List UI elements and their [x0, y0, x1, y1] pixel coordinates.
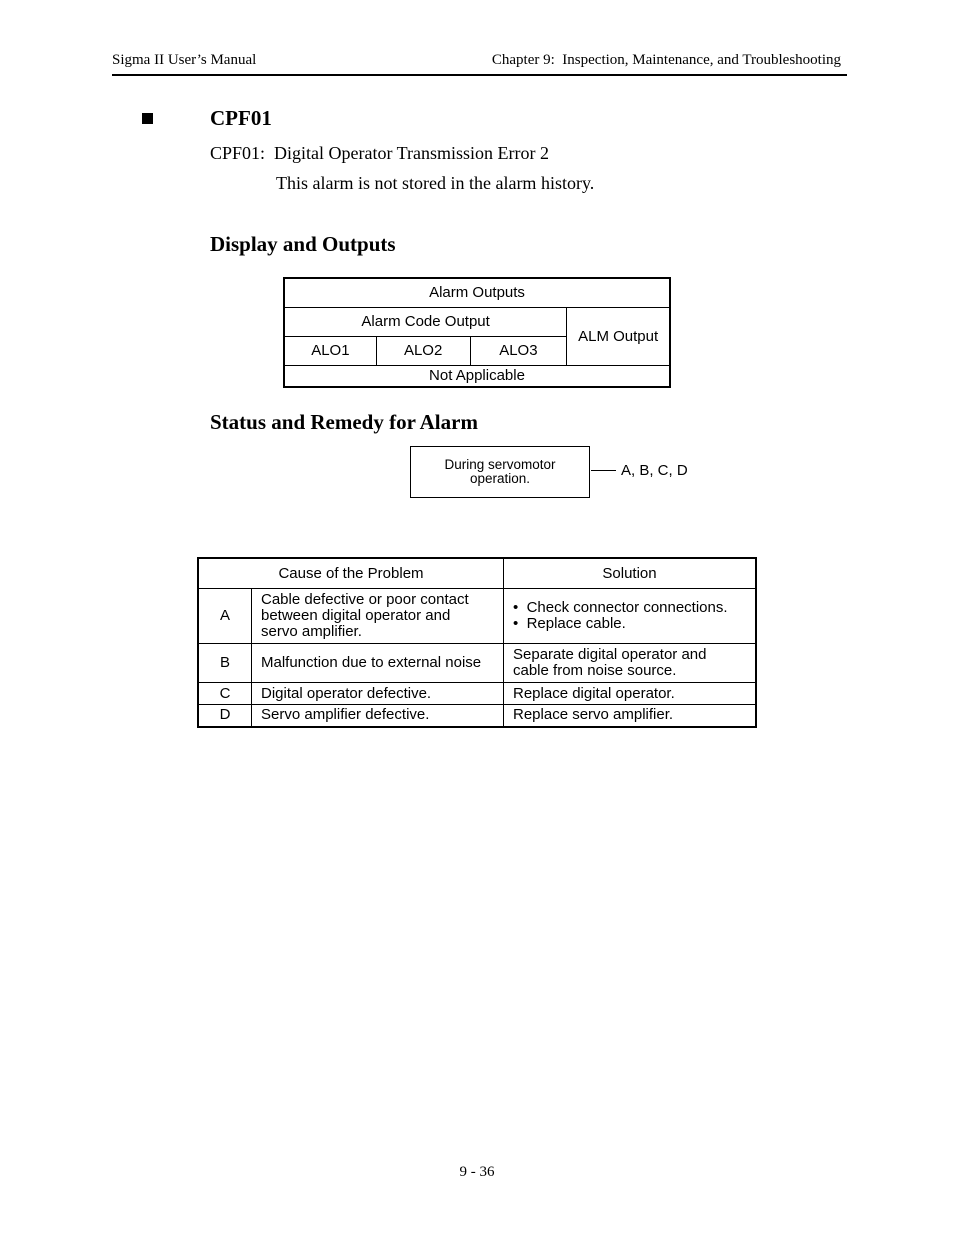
- table-row: [198, 683, 756, 705]
- display-outputs-heading: Display and Outputs: [210, 232, 396, 256]
- cause-cell: [252, 705, 504, 727]
- alarm-code-output-header: Alarm Code Output: [284, 307, 567, 336]
- status-box: [410, 446, 590, 498]
- solution-line: Separate digital operator and: [513, 646, 707, 663]
- cause-cell: [252, 683, 504, 705]
- alm-output-header: ALM Output: [567, 307, 670, 365]
- status-connector-line: [591, 470, 616, 471]
- solution-line: • Check connector connections.: [513, 599, 728, 616]
- solution-line: cable from noise source.: [513, 662, 677, 679]
- cause-solution-table: [197, 557, 757, 728]
- cause-cell: [252, 644, 504, 683]
- solution-cell: [504, 589, 757, 644]
- cause-line: between digital operator and: [261, 607, 451, 624]
- table-row: [198, 589, 756, 644]
- solution-cell: [504, 705, 757, 727]
- row-letter: B: [198, 644, 252, 683]
- cause-line: Servo amplifier defective.: [261, 706, 430, 724]
- status-box-line: operation.: [469, 471, 531, 486]
- page-number: 9 - 36: [459, 1164, 495, 1180]
- table-row: [198, 644, 756, 683]
- alarm-outputs-header: Alarm Outputs: [284, 278, 670, 307]
- section-title: CPF01: [210, 106, 272, 130]
- alarm-history-note: This alarm is not stored in the alarm history.: [276, 173, 595, 193]
- table-row: [198, 705, 756, 727]
- cause-line: Malfunction due to external noise: [261, 654, 482, 671]
- header-divider: [112, 74, 847, 76]
- not-applicable-cell: Not Applicable: [284, 365, 670, 387]
- cause-line: Digital operator defective.: [261, 684, 432, 702]
- row-letter: D: [198, 705, 252, 727]
- solution-line: Replace digital operator.: [513, 684, 675, 702]
- alo3-header: ALO3: [470, 336, 567, 365]
- status-remedy-heading: Status and Remedy for Alarm: [210, 410, 478, 434]
- header-chapter-title: Chapter 9: Inspection, Maintenance, and Troubleshooting: [491, 52, 841, 68]
- header-manual-title: Sigma II User’s Manual: [112, 52, 257, 68]
- status-box-line: During servomotor: [444, 457, 556, 472]
- cause-column-header: Cause of the Problem: [198, 558, 504, 589]
- solution-line: Replace servo amplifier.: [513, 706, 674, 724]
- alarm-description: CPF01: Digital Operator Transmission Error 2: [210, 143, 550, 163]
- alarm-outputs-table: [283, 277, 671, 388]
- cause-line: Cable defective or poor contact: [261, 591, 469, 608]
- solution-cell: [504, 683, 757, 705]
- alo2-header: ALO2: [376, 336, 470, 365]
- row-letter: C: [198, 683, 252, 705]
- cause-line: servo amplifier.: [261, 623, 362, 640]
- status-causes-label: A, B, C, D: [621, 462, 688, 479]
- solution-cell: [504, 644, 757, 683]
- solution-line: • Replace cable.: [513, 615, 626, 632]
- square-bullet-icon: [142, 113, 153, 124]
- alo1-header: ALO1: [284, 336, 376, 365]
- cause-cell: [252, 589, 504, 644]
- row-letter: A: [198, 589, 252, 644]
- solution-column-header: Solution: [504, 558, 757, 589]
